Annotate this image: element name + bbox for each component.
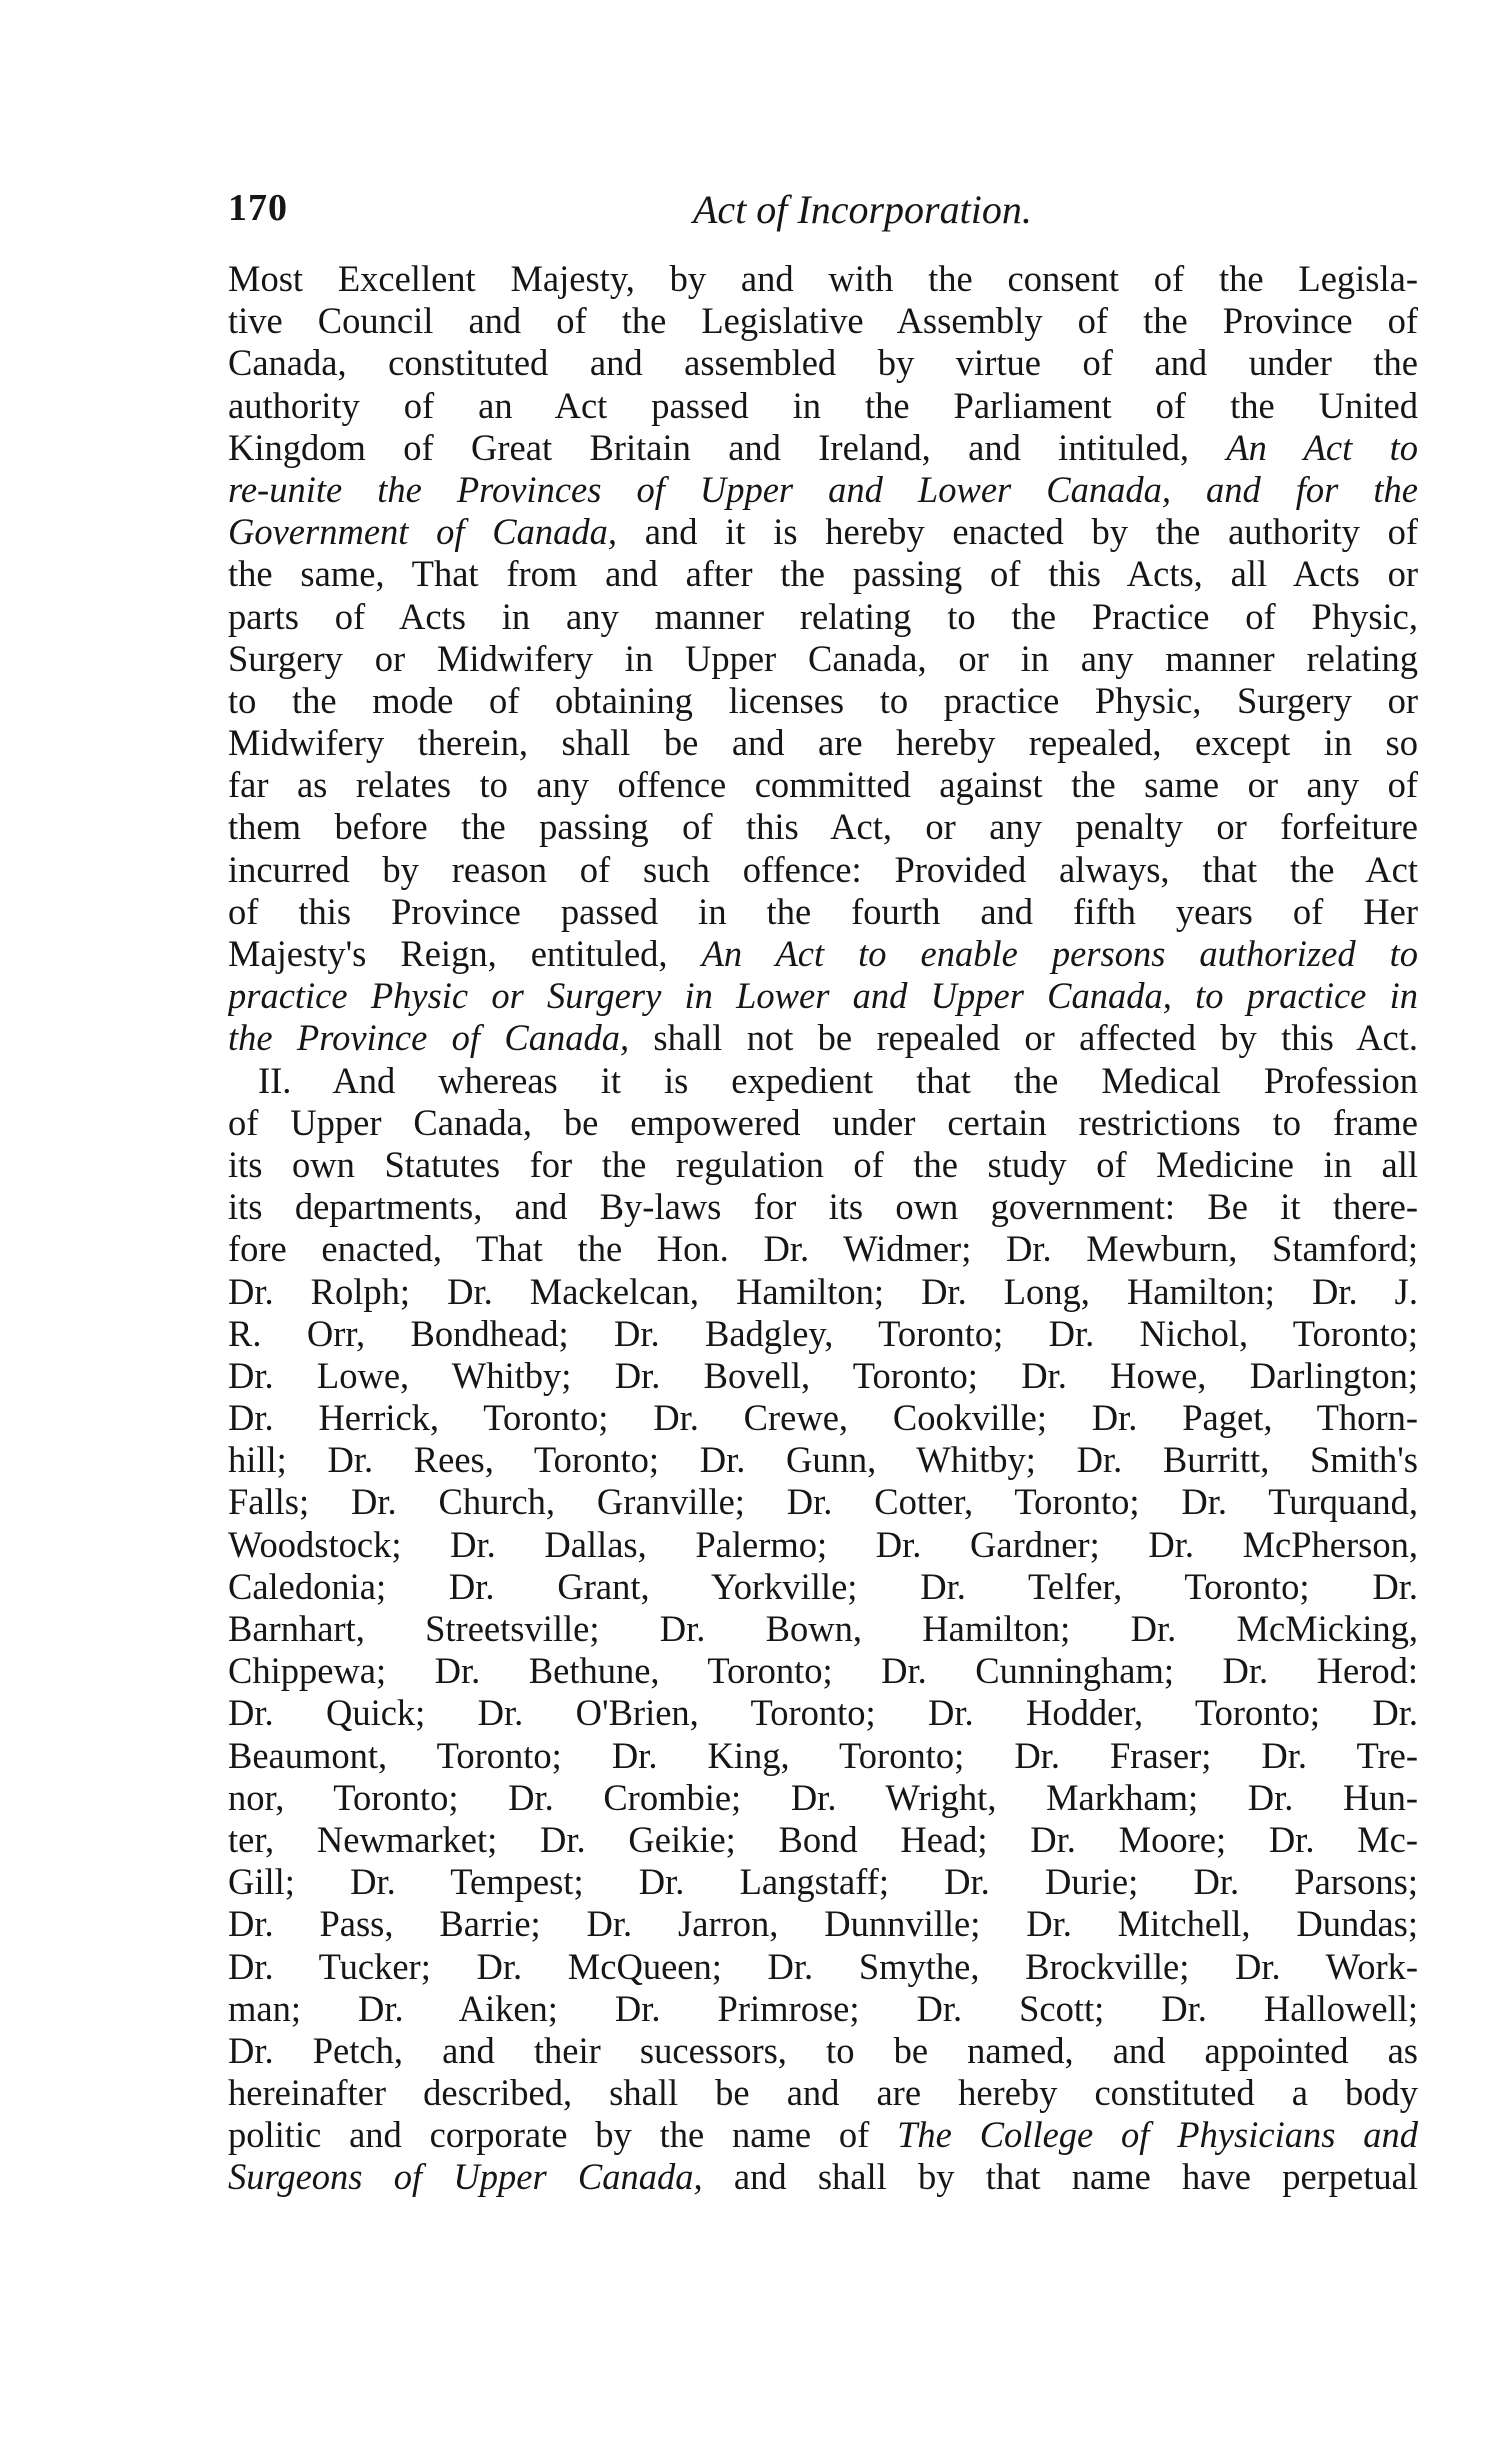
text-segment: shall not be repealed or affected by this Act. <box>629 1017 1418 1059</box>
text-segment: authority of an Act passed in the Parliament of the United <box>228 384 1418 426</box>
text-segment: Surgery or Midwifery in Upper Canada, or in any manner relating <box>228 637 1418 679</box>
text-line <box>228 1566 1418 1608</box>
text-line <box>228 511 1418 553</box>
text-segment: its departments, and By-laws for its own government: Be it there- <box>228 1186 1418 1228</box>
text-segment: Dr. Herrick, Toronto; Dr. Crewe, Cookville; Dr. Paget, Thorn- <box>228 1397 1418 1439</box>
italic-text-segment: Government of Canada, <box>228 511 618 553</box>
text-segment: Kingdom of Great Britain and Ireland, and intituled, <box>228 426 1227 468</box>
text-line <box>228 1102 1418 1144</box>
text-line <box>228 1524 1418 1566</box>
text-segment: and shall by that name have perpetual <box>702 2156 1418 2198</box>
text-segment: ter, Newmarket; Dr. Geikie; Bond Head; Dr. Moore; Dr. Mc- <box>228 1818 1418 1860</box>
text-line <box>228 1228 1418 1270</box>
text-segment: Falls; Dr. Church, Granville; Dr. Cotter, Toronto; Dr. Turquand, <box>228 1481 1418 1523</box>
text-segment: its own Statutes for the regulation of the study of Medicine in all <box>228 1143 1418 1185</box>
italic-text-segment: The College of Physicians and <box>897 2114 1418 2156</box>
text-segment: Beaumont, Toronto; Dr. King, Toronto; Dr. Fraser; Dr. Tre- <box>228 1734 1418 1776</box>
text-line <box>228 891 1418 933</box>
text-line <box>228 1481 1418 1523</box>
text-line <box>228 1397 1418 1439</box>
text-line <box>228 1946 1418 1988</box>
text-line <box>228 806 1418 848</box>
text-line <box>228 975 1418 1017</box>
text-segment: Chippewa; Dr. Bethune, Toronto; Dr. Cunningham; Dr. Herod: <box>228 1650 1418 1692</box>
text-line <box>228 1988 1418 2030</box>
text-line <box>228 1608 1418 1650</box>
italic-text-segment: An Act to enable persons authorized to <box>701 933 1418 974</box>
text-segment: Majesty's Reign, entituled, <box>228 933 702 974</box>
text-line <box>228 2114 1418 2156</box>
text-line <box>228 1186 1418 1228</box>
text-line <box>228 258 1418 300</box>
text-segment: the same, That from and after the passing of this Acts, all Acts or <box>228 553 1418 595</box>
text-line <box>228 342 1418 384</box>
text-segment: hill; Dr. Rees, Toronto; Dr. Gunn, Whitby; Dr. Burritt, Smith's <box>228 1439 1418 1481</box>
text-segment: politic and corporate by the name of <box>228 2114 898 2156</box>
text-segment: of Upper Canada, be empowered under certain restrictions to frame <box>228 1101 1418 1143</box>
text-segment: hereinafter described, shall be and are hereby constituted a body <box>228 2072 1418 2114</box>
text-segment: to the mode of obtaining licenses to practice Physic, Surgery or <box>228 679 1418 721</box>
text-segment: Barnhart, Streetsville; Dr. Bown, Hamilton; Dr. McMicking, <box>228 1608 1418 1649</box>
text-segment: fore enacted, That the Hon. Dr. Widmer; Dr. Mewburn, Stamford; <box>228 1228 1418 1270</box>
text-segment: Dr. Pass, Barrie; Dr. Jarron, Dunnville; Dr. Mitchell, Dundas; <box>228 1903 1418 1945</box>
text-segment: Canada, constituted and assembled by virtue of and under the <box>228 342 1418 384</box>
text-line <box>228 849 1418 891</box>
text-line <box>228 1355 1418 1397</box>
running-head: Act of Incorporation. <box>693 187 1032 232</box>
text-segment: and it is hereby enacted by the authority of <box>617 511 1418 553</box>
text-line <box>228 933 1418 975</box>
text-line <box>228 2030 1418 2072</box>
text-line <box>228 427 1418 469</box>
text-segment: of this Province passed in the fourth and fifth years of Her <box>228 890 1418 932</box>
text-line <box>228 469 1418 511</box>
italic-text-segment: Surgeons of Upper Canada, <box>228 2156 703 2198</box>
text-segment: far as relates to any offence committed against the same or any of <box>228 764 1418 806</box>
text-line <box>228 2072 1418 2114</box>
text-segment: man; Dr. Aiken; Dr. Primrose; Dr. Scott; Dr. Hallowell; <box>228 1987 1418 2029</box>
text-segment: Most Excellent Majesty, by and with the consent of the Legisla- <box>228 258 1418 299</box>
text-line <box>228 2156 1418 2198</box>
page-header <box>228 186 1418 246</box>
text-line <box>228 1017 1418 1059</box>
text-segment: R. Orr, Bondhead; Dr. Badgley, Toronto; Dr. Nichol, Toronto; <box>228 1312 1418 1354</box>
text-line <box>228 1650 1418 1692</box>
page-number: 170 <box>228 187 288 229</box>
text-segment: Woodstock; Dr. Dallas, Palermo; Dr. Gardner; Dr. McPherson, <box>228 1523 1418 1565</box>
text-line <box>228 764 1418 806</box>
text-segment: II. And whereas it is expedient that the Medical Profession <box>258 1059 1418 1101</box>
text-line <box>228 680 1418 722</box>
text-line <box>228 1777 1418 1819</box>
text-line <box>228 596 1418 638</box>
text-segment: Caledonia; Dr. Grant, Yorkville; Dr. Telfer, Toronto; Dr. <box>228 1565 1418 1607</box>
italic-text-segment: An Act to <box>1226 426 1418 468</box>
text-line <box>228 1439 1418 1481</box>
text-segment: Dr. Quick; Dr. O'Brien, Toronto; Dr. Hodder, Toronto; Dr. <box>228 1692 1418 1734</box>
text-line <box>228 722 1418 764</box>
text-line <box>228 1144 1418 1186</box>
text-line <box>228 638 1418 680</box>
text-segment: incurred by reason of such offence: Provided always, that the Act <box>228 848 1418 890</box>
text-line <box>228 1819 1418 1861</box>
italic-text-segment: re-unite the Provinces of Upper and Lower Canada, and for the <box>228 468 1418 510</box>
text-segment: Dr. Lowe, Whitby; Dr. Bovell, Toronto; Dr. Howe, Darlington; <box>228 1354 1418 1396</box>
text-line <box>228 1903 1418 1945</box>
text-segment: parts of Acts in any manner relating to the Practice of Physic, <box>228 595 1418 637</box>
text-line <box>228 1861 1418 1903</box>
italic-text-segment: practice Physic or Surgery in Lower and Upper Canada, to practice in <box>228 975 1418 1017</box>
text-line <box>228 1692 1418 1734</box>
text-segment: Dr. Rolph; Dr. Mackelcan, Hamilton; Dr. Long, Hamilton; Dr. J. <box>228 1270 1418 1312</box>
italic-text-segment: the Province of Canada, <box>228 1017 630 1059</box>
text-segment: Gill; Dr. Tempest; Dr. Langstaff; Dr. Durie; Dr. Parsons; <box>228 1861 1418 1903</box>
text-segment: Dr. Tucker; Dr. McQueen; Dr. Smythe, Brockville; Dr. Work- <box>228 1945 1418 1987</box>
text-segment: nor, Toronto; Dr. Crombie; Dr. Wright, Markham; Dr. Hun- <box>228 1776 1418 1818</box>
text-line <box>228 1735 1418 1777</box>
body-text <box>228 258 1418 2199</box>
text-line <box>228 553 1418 595</box>
text-segment: Midwifery therein, shall be and are hereby repealed, except in so <box>228 722 1418 764</box>
text-segment: tive Council and of the Legislative Assembly of the Province of <box>228 300 1418 342</box>
text-line <box>228 300 1418 342</box>
text-line <box>228 1060 1418 1102</box>
text-line <box>228 1313 1418 1355</box>
text-segment: them before the passing of this Act, or any penalty or forfeiture <box>228 806 1418 848</box>
text-segment: Dr. Petch, and their sucessors, to be named, and appointed as <box>228 2029 1418 2071</box>
text-line <box>228 1271 1418 1313</box>
text-line <box>228 385 1418 427</box>
